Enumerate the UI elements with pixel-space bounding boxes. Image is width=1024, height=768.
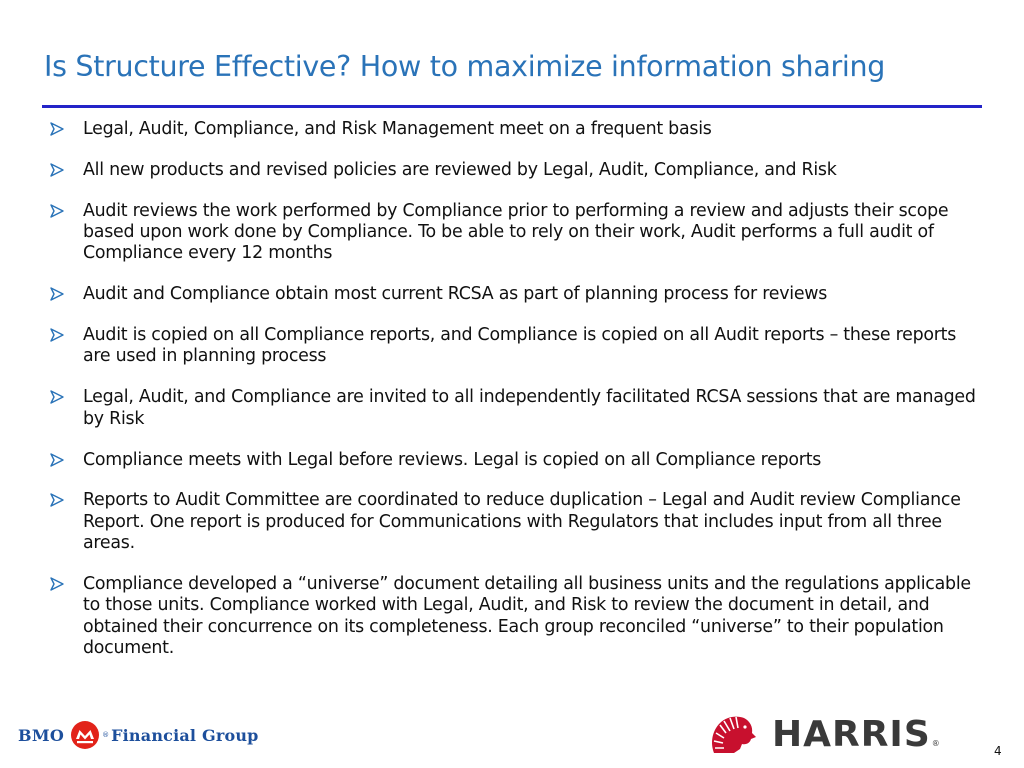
list-item <box>46 490 986 554</box>
arrowhead-bullet-icon <box>50 287 64 301</box>
bmo-financial-group-logo <box>18 718 259 752</box>
bullet-text: Audit and Compliance obtain most current RCSA as part of planning process for reviews <box>83 284 828 305</box>
harris-lion-icon <box>706 713 760 755</box>
bullet-text: Legal, Audit, and Compliance are invited to all independently facilitated RCSA sessions that are managed by Risk <box>83 387 976 429</box>
bmo-roundel-icon <box>70 720 100 750</box>
bullet-text: Audit is copied on all Compliance reports, and Compliance is copied on all Audit reports – these reports are used in planning process <box>83 325 957 367</box>
arrowhead-bullet-icon <box>50 577 64 591</box>
arrowhead-bullet-icon <box>50 493 64 507</box>
list-item <box>46 201 986 265</box>
arrowhead-bullet-icon <box>50 390 64 404</box>
bullet-text: Compliance meets with Legal before reviews. Legal is copied on all Compliance reports <box>83 449 822 470</box>
arrowhead-bullet-icon <box>50 204 64 218</box>
harris-logo <box>706 712 940 756</box>
bullet-text: All new products and revised policies are reviewed by Legal, Audit, Compliance, and Risk <box>83 159 837 180</box>
list-item <box>46 325 986 368</box>
bullet-text: Audit reviews the work performed by Compliance prior to performing a review and adjusts their scope based upon work done by Compliance. To be able to rely on their work, Audit performs a full audit of Compliance every 12 months <box>83 200 949 264</box>
arrowhead-bullet-icon <box>50 328 64 342</box>
registered-mark: ® <box>102 731 110 739</box>
list-item <box>46 574 986 659</box>
arrowhead-bullet-icon <box>50 122 64 136</box>
list-item <box>46 160 986 181</box>
slide-title: Is Structure Effective? How to maximize information sharing <box>44 50 886 83</box>
page-number: 4 <box>994 744 1002 758</box>
list-item <box>46 450 986 471</box>
list-item <box>46 284 986 305</box>
bullet-text: Reports to Audit Committee are coordinated to reduce duplication – Legal and Audit review Compliance Report. One report is produced for Communications with Regulators that includes input from all three areas. <box>83 490 961 554</box>
bullet-text: Legal, Audit, Compliance, and Risk Management meet on a frequent basis <box>83 119 712 139</box>
harris-wordmark: HARRIS <box>772 713 931 755</box>
arrowhead-bullet-icon <box>50 453 64 467</box>
title-divider <box>42 105 982 108</box>
financial-group-wordmark: Financial Group <box>111 725 259 745</box>
list-item <box>46 387 986 430</box>
bmo-wordmark: BMO <box>18 725 65 745</box>
arrowhead-bullet-icon <box>50 163 64 177</box>
list-item <box>46 119 986 140</box>
bullet-text: Compliance developed a “universe” document detailing all business units and the regulations applicable to those units. Compliance worked with Legal, Audit, and Risk to review the document in detail, and obtained their concurrence on its completeness. Each group reconciled “universe” to their population document. <box>83 573 971 658</box>
registered-mark: ® <box>931 739 940 748</box>
bullet-list <box>46 119 986 679</box>
